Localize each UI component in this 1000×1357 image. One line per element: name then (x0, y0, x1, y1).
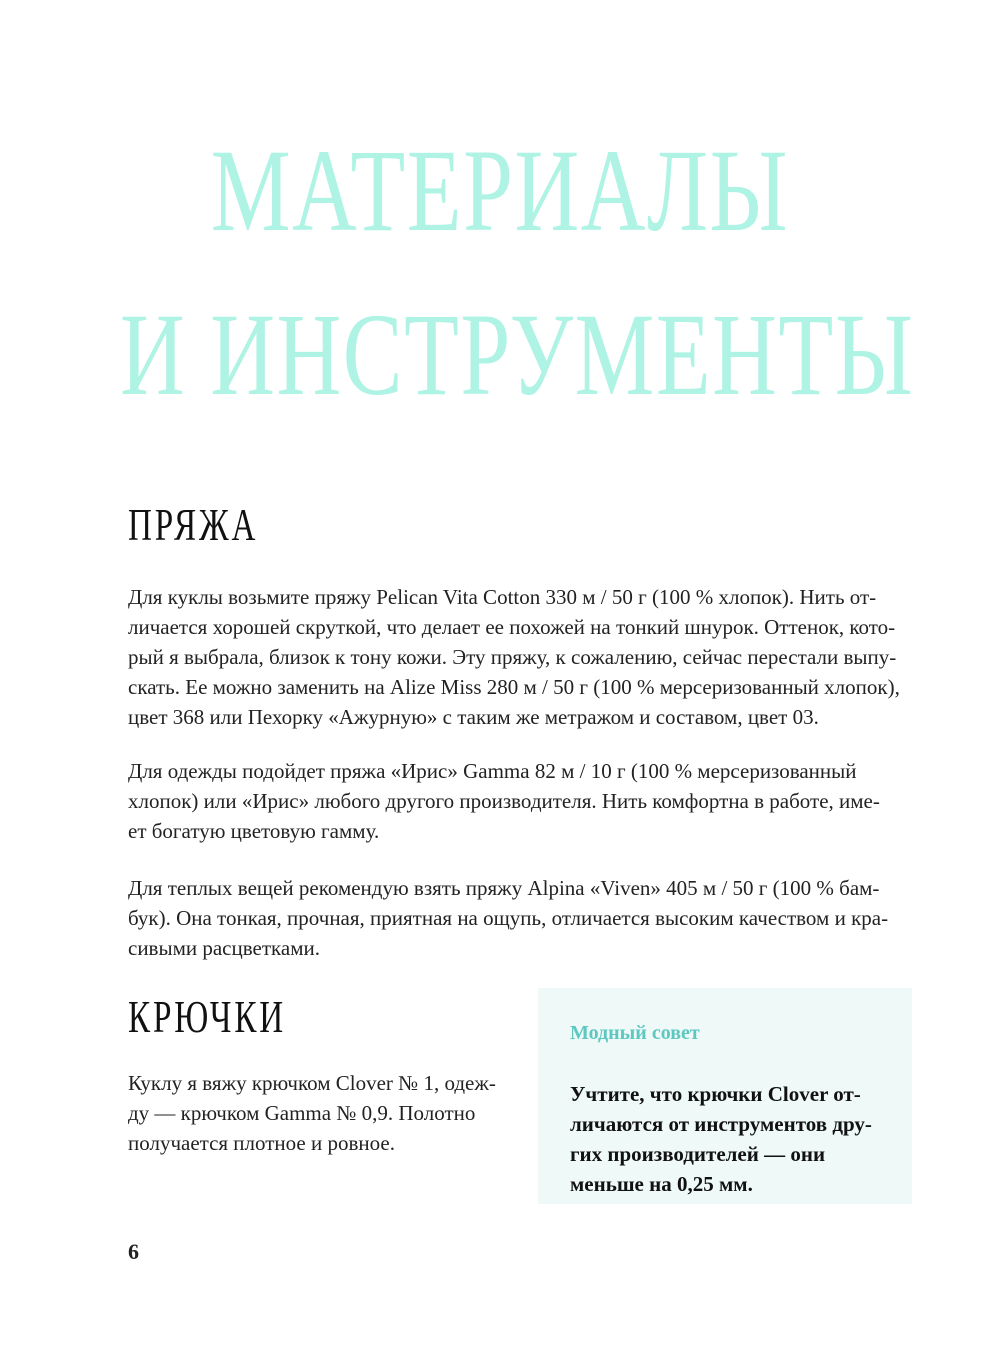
tip-body (570, 1079, 900, 1199)
text-line: ду — крючком Gamma № 0,9. Полотно (128, 1101, 476, 1125)
text-line: сивыми расцветками. (128, 936, 321, 960)
text-line: рый я выбрала, близок к тону кожи. Эту пряжу, к сожалению, сейчас перестали выпу- (128, 645, 897, 669)
text-line: цвет 368 или Пехорку «Ажурную» с таким же метражом и составом, цвет 03. (128, 705, 819, 729)
text-line: бук). Она тонкая, прочная, приятная на ощупь, отличается высоким качеством и кра- (128, 906, 889, 930)
text-line: личается хорошей скруткой, что делает ее похожей на тонкий шнурок. Оттенок, кото- (128, 615, 896, 639)
text-line: Для одежды подойдет пряжа «Ирис» Gamma 82 м / 10 г (100 % мерсеризованный (128, 759, 857, 783)
tip-line: личаются от инструментов дру- (570, 1112, 872, 1136)
yarn-paragraph-warm (128, 873, 928, 963)
tip-box (538, 988, 912, 1204)
page-title-line-2: И ИНСТРУМЕНТЫ (120, 289, 915, 420)
section-heading-yarn: ПРЯЖА (128, 499, 259, 550)
tip-title: Модный совет (570, 1022, 700, 1044)
text-line: Куклу я вяжу крючком Clover № 1, одеж- (128, 1071, 496, 1095)
text-line: Для теплых вещей рекомендую взять пряжу Alpina «Viven» 405 м / 50 г (100 % бам- (128, 876, 880, 900)
page-title-line-1: МАТЕРИАЛЫ (210, 125, 790, 256)
tip-line: гих производителей — они (570, 1142, 826, 1166)
page-number: 6 (128, 1239, 139, 1264)
text-line: получается плотное и ровное. (128, 1131, 395, 1155)
text-line: хлопок) или «Ирис» любого другого производителя. Нить комфортна в работе, име- (128, 789, 880, 813)
text-line: ет богатую цветовую гамму. (128, 819, 380, 843)
tip-line: Учтите, что крючки Clover от- (570, 1082, 861, 1106)
text-line: Для куклы возьмите пряжу Pelican Vita Cotton 330 м / 50 г (100 % хлопок). Нить от- (128, 585, 877, 609)
tip-line: меньше на 0,25 мм. (570, 1172, 753, 1196)
text-line: скать. Ее можно заменить на Alize Miss 280 м / 50 г (100 % мерсеризованный хлопок), (128, 675, 900, 699)
yarn-paragraph-doll (128, 582, 928, 732)
yarn-paragraph-clothes (128, 756, 928, 846)
section-heading-hooks: КРЮЧКИ (128, 991, 287, 1042)
